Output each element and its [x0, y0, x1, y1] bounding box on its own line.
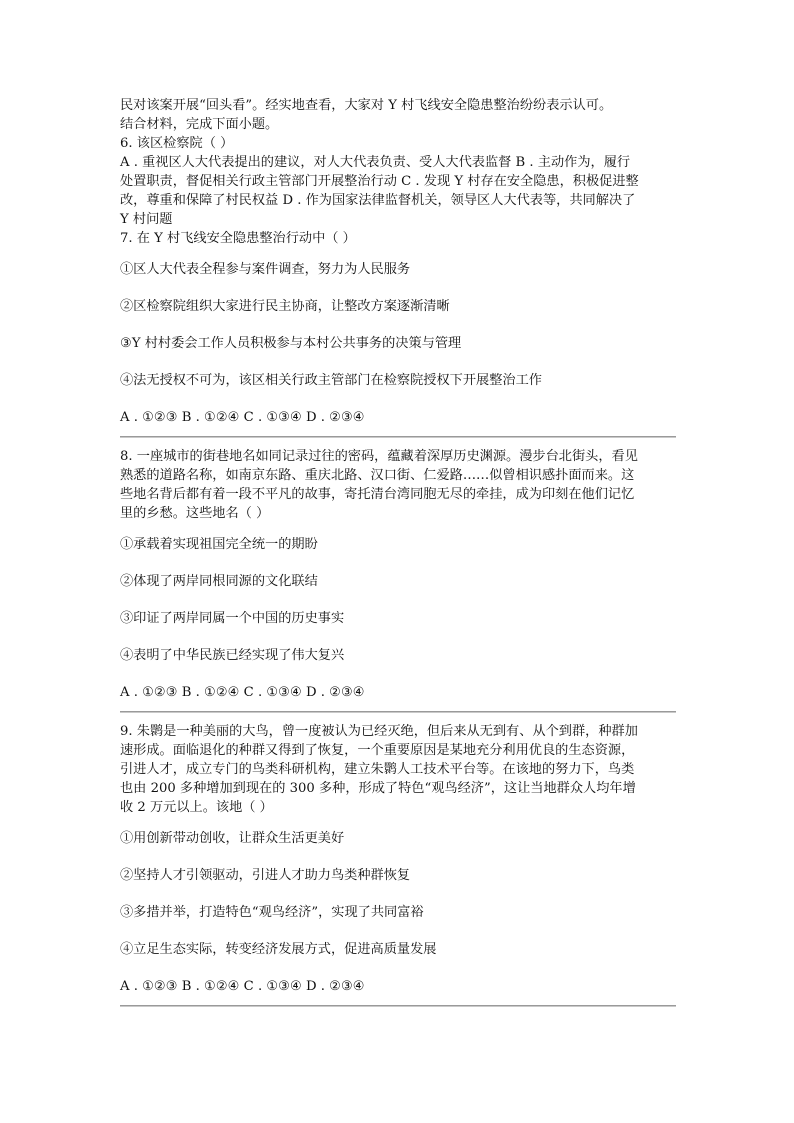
question-7-answer-choices: A . ①②③ B . ①②④ C . ①③④ D . ②③④: [120, 410, 365, 425]
section-divider: [120, 1005, 676, 1007]
question-7-option-3: ③Y 村村委会工作人员积极参与本村公共事务的决策与管理: [120, 336, 462, 351]
question-9-stem-line: 引进人才，成立专门的鸟类科研机构，建立朱鹮人工技术平台等。在该地的努力下，鸟类: [120, 762, 635, 777]
document-content: [120, 96, 676, 1016]
question-8: [120, 447, 676, 702]
question-9-option-2: ②坚持人才引领驱动，引进人才助力鸟类种群恢复: [120, 868, 411, 883]
question-9-option-4: ④立足生态实际，转变经济发展方式，促进高质量发展: [120, 942, 437, 957]
question-6-choice-line: 处置职责，督促相关行政主管部门开展整治行动 C . 发现 Y 村存在安全隐患，积极促进整: [120, 174, 639, 189]
question-7-option-4: ④法无授权不可为，该区相关行政主管部门在检察院授权下开展整治工作: [120, 373, 542, 388]
question-6-choice-line: 改，尊重和保障了村民权益 D . 作为国家法律监督机关，领导区人大代表等，共同解决了: [120, 193, 636, 208]
question-7: [120, 229, 676, 427]
intro-block: [120, 96, 676, 134]
section-divider: [120, 711, 676, 713]
intro-line: 民对该案开展“回头看”。经实地查看，大家对 Y 村飞线安全隐患整治纷纷表示认可。: [120, 98, 613, 113]
question-9-stem-line: 9. 朱鹮是一种美丽的大鸟，曾一度被认为已经灭绝，但后来从无到有、从个到群，种群加: [120, 724, 638, 739]
question-8-option-3: ③印证了两岸同属一个中国的历史事实: [120, 611, 345, 626]
question-9-stem-line: 收 2 万元以上。该地（ ）: [120, 800, 273, 815]
question-8-stem-line: 熟悉的道路名称，如南京东路、重庆北路、汉口街、仁爱路……似曾相识感扑面而来。这: [120, 468, 635, 483]
question-8-stem-line: 8. 一座城市的街巷地名如同记录过往的密码，蕴藏着深厚历史渊源。漫步台北街头，看见: [120, 449, 638, 464]
question-9-option-3: ③多措并举，打造特色“观鸟经济”，实现了共同富裕: [120, 905, 424, 920]
question-8-stem-line: 些地名背后都有着一段不平凡的故事，寄托清台湾同胞无尽的牵挂，成为印刻在他们记忆: [120, 487, 635, 502]
question-8-option-2: ②体现了两岸同根同源的文化联结: [120, 574, 318, 589]
question-6-stem: 6. 该区检察院（ ）: [120, 136, 234, 151]
question-8-answer-choices: A . ①②③ B . ①②④ C . ①③④ D . ②③④: [120, 685, 365, 700]
question-7-option-2: ②区检察院组织大家进行民主协商，让整改方案逐渐清晰: [120, 299, 450, 314]
question-9-option-1: ①用创新带动创收，让群众生活更美好: [120, 831, 345, 846]
section-divider: [120, 436, 676, 438]
question-9-stem-line: 速形成。面临退化的种群又得到了恢复，一个重要原因是某地充分利用优良的生态资源，: [120, 743, 635, 758]
question-9-answer-choices: A . ①②③ B . ①②④ C . ①③④ D . ②③④: [120, 979, 365, 994]
question-8-stem-line: 里的乡愁。这些地名（ ）: [120, 506, 270, 521]
question-7-stem: 7. 在 Y 村飞线安全隐患整治行动中（ ）: [120, 231, 356, 246]
question-9: [120, 722, 676, 996]
question-9-stem-line: 也由 200 多种增加到现在的 300 多种，形成了特色“观鸟经济”，这让当地群众人均年增: [120, 781, 636, 796]
question-7-option-1: ①区人大代表全程参与案件调查，努力为人民服务: [120, 262, 411, 277]
question-8-option-1: ①承载着实现祖国完全统一的期盼: [120, 537, 318, 552]
intro-line: 结合材料，完成下面小题。: [120, 117, 279, 132]
question-6-choice-line: Y 村问题: [120, 212, 173, 227]
question-6: [120, 134, 676, 229]
question-8-option-4: ④表明了中华民族已经实现了伟大复兴: [120, 648, 345, 663]
question-6-choice-line: A . 重视区人大代表提出的建议，对人大代表负责、受人大代表监督 B . 主动作为，履行: [120, 155, 631, 170]
